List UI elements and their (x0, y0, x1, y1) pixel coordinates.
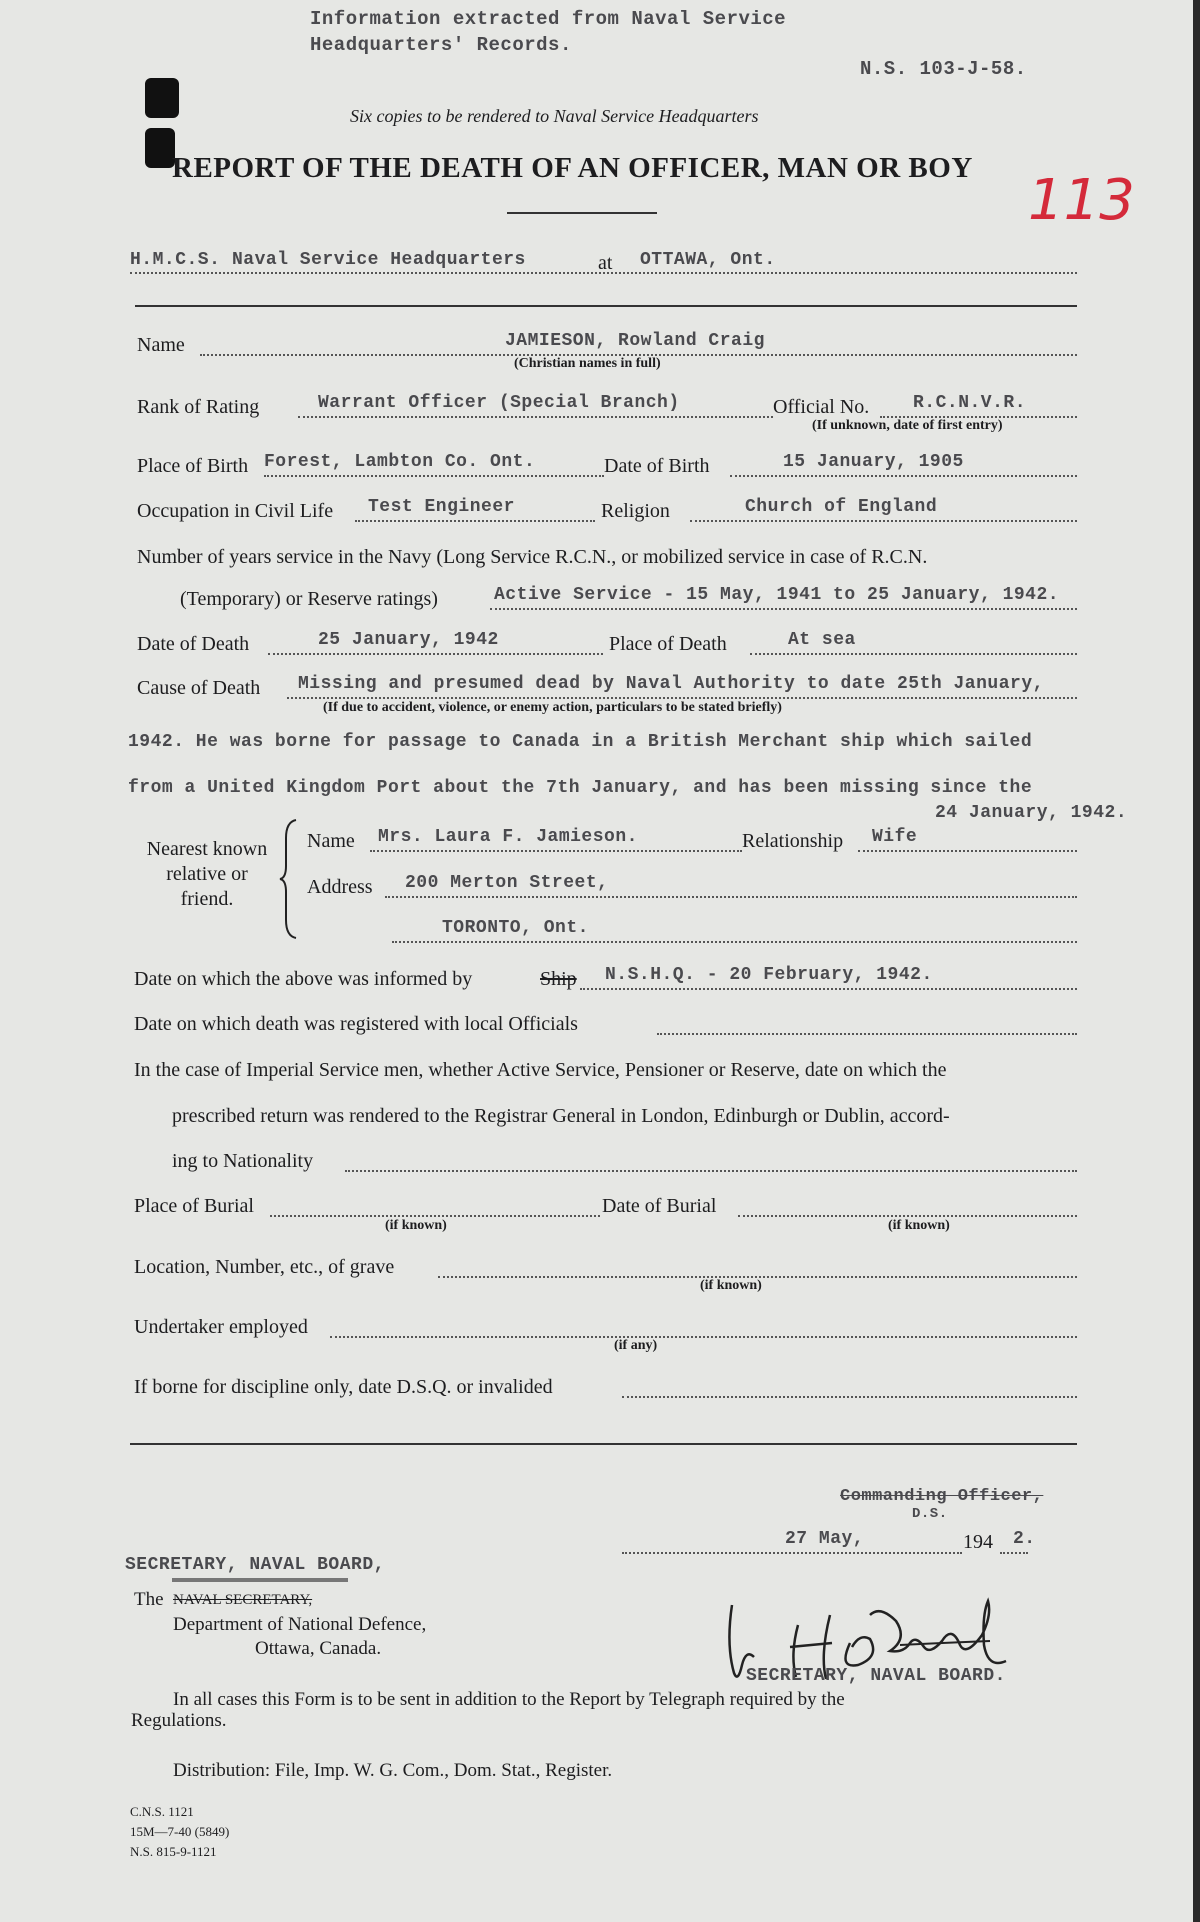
rank-line (298, 416, 773, 418)
addressee-typed-title: SECRETARY, NAVAL BOARD, (125, 1555, 385, 1575)
imperial-line2: prescribed return was rendered to the Registrar General in London, Edinburgh or Dublin, accord- (172, 1105, 950, 1127)
pod-label: Place of Death (609, 633, 727, 655)
rank-value: Warrant Officer (Special Branch) (318, 393, 680, 413)
ink-blot-top (145, 78, 179, 118)
cod-value-line4: 24 January, 1942. (935, 803, 1128, 823)
occupation-line (355, 520, 595, 522)
signature-year-digit: 2. (1013, 1529, 1036, 1549)
distribution: Distribution: File, Imp. W. G. Com., Dom. Stat., Register. (173, 1760, 613, 1781)
informed-line (580, 988, 1077, 990)
registered-line (657, 1033, 1077, 1035)
imperial-line3: ing to Nationality (172, 1150, 314, 1172)
cod-value-line1: Missing and presumed dead by Naval Authority to date 25th January, (298, 674, 1044, 694)
ink-blot-bottom (145, 128, 175, 168)
signature-date: 27 May, (785, 1529, 865, 1549)
dod-label: Date of Death (137, 633, 250, 655)
place-of-burial-note: (if known) (385, 1218, 447, 1233)
service-label-line2: (Temporary) or Reserve ratings) (180, 588, 438, 610)
religion-value: Church of England (745, 497, 938, 517)
undertaker-label: Undertaker employed (134, 1316, 308, 1338)
addressee-typed-xout (172, 1578, 348, 1582)
address-label: Address (307, 876, 373, 898)
relative-group-label-line3: friend. (180, 888, 234, 910)
cod-note: (If due to accident, violence, or enemy action, particulars to be stated briefly) (323, 700, 782, 715)
signature-year-line (1000, 1552, 1028, 1554)
name-note: (Christian names in full) (514, 356, 661, 371)
relative-group-label-line2: relative or (166, 863, 248, 885)
cod-label: Cause of Death (137, 677, 261, 699)
address-line2-dots (392, 941, 1077, 943)
page-title: REPORT OF THE DEATH OF AN OFFICER, MAN OR BOY (172, 152, 973, 184)
page-edge-shadow (1193, 0, 1200, 1922)
service-value: Active Service - 15 May, 1941 to 25 January, 1942. (494, 585, 1060, 605)
pob-label: Place of Birth (137, 455, 249, 477)
imperial-line (345, 1170, 1077, 1172)
addressee-dept: Department of National Defence, (173, 1614, 427, 1635)
ship-location: OTTAWA, Ont. (640, 250, 776, 270)
handwritten-annotation-number: 113 (1028, 168, 1135, 233)
relative-name-label: Name (307, 830, 355, 852)
dod-value: 25 January, 1942 (318, 630, 499, 650)
occupation-label: Occupation in Civil Life (137, 500, 334, 522)
signature-initials: D.S. (912, 1506, 948, 1522)
instruction-line2: Regulations. (131, 1710, 227, 1731)
grave-note: (if known) (700, 1278, 762, 1293)
hmcs-label: H.M.C.S. (130, 250, 221, 270)
form-code-3: N.S. 815-9-1121 (130, 1844, 217, 1859)
address-line1: 200 Merton Street, (405, 873, 609, 893)
discipline-line (622, 1396, 1077, 1398)
address-line1-dots (385, 896, 1077, 898)
service-label-line1: Number of years service in the Navy (Long Service R.C.N., or mobilized service in case of R.C.N. (137, 546, 928, 568)
copies-note: Six copies to be rendered to Naval Service Headquarters (350, 106, 759, 126)
religion-label: Religion (601, 500, 670, 522)
title-underline (507, 212, 657, 214)
date-of-burial-line (738, 1215, 1077, 1217)
relationship-line (858, 850, 1077, 852)
dob-value: 15 January, 1905 (783, 452, 964, 472)
form-code-2: 15M—7-40 (5849) (130, 1824, 230, 1839)
addressee-struck-title: NAVAL SECRETARY, (173, 1592, 313, 1608)
commanding-officer-struck: Commanding Officer, (840, 1487, 1044, 1506)
dod-line (268, 653, 603, 655)
pod-value: At sea (788, 630, 856, 650)
informed-value: N.S.H.Q. - 20 February, 1942. (605, 965, 933, 985)
relative-name-value: Mrs. Laura F. Jamieson. (378, 827, 638, 847)
bottom-divider (130, 1443, 1077, 1445)
date-of-burial-note: (if known) (888, 1218, 950, 1233)
relative-group-label-line1: Nearest known (146, 838, 268, 860)
ship-name: Naval Service Headquarters (232, 250, 526, 270)
address-line2: TORONTO, Ont. (442, 918, 589, 938)
dob-line (730, 475, 1077, 477)
undertaker-note: (if any) (614, 1338, 658, 1353)
ship-line (130, 272, 1077, 274)
at-label: at (598, 252, 613, 274)
religion-line (690, 520, 1077, 522)
discipline-label: If borne for discipline only, date D.S.Q. or invalided (134, 1376, 553, 1398)
file-number: N.S. 103-J-58. (860, 58, 1027, 80)
cod-line (287, 697, 1077, 699)
date-of-burial-label: Date of Burial (602, 1195, 717, 1217)
addressee-city: Ottawa, Canada. (255, 1638, 382, 1659)
addressee-the: The (134, 1589, 164, 1610)
relationship-value: Wife (872, 827, 918, 847)
occupation-value: Test Engineer (368, 497, 515, 517)
grave-label: Location, Number, etc., of grave (134, 1256, 395, 1278)
official-no-label: Official No. (773, 396, 870, 418)
form-code-1: C.N.S. 1121 (130, 1804, 194, 1819)
signature-date-line (622, 1552, 962, 1554)
official-no-value: R.C.N.V.R. (913, 393, 1027, 413)
registered-label: Date on which death was registered with local Officials (134, 1013, 578, 1035)
signature-year-prefix: 194 (963, 1531, 993, 1553)
extract-note-line1: Information extracted from Naval Service (310, 8, 787, 30)
imperial-line1: In the case of Imperial Service men, whether Active Service, Pensioner or Reserve, date on which the (134, 1059, 947, 1081)
undertaker-line (330, 1336, 1077, 1338)
place-of-burial-line (270, 1215, 600, 1217)
brace-icon (278, 818, 300, 940)
informed-struck: Ship (540, 968, 577, 990)
relationship-label: Relationship (742, 830, 844, 852)
dob-label: Date of Birth (604, 455, 710, 477)
pob-value: Forest, Lambton Co. Ont. (264, 452, 536, 472)
instruction-line1: In all cases this Form is to be sent in addition to the Report by Telegraph required by the (173, 1689, 845, 1710)
signer-title: SECRETARY, NAVAL BOARD. (746, 1666, 1006, 1686)
service-line (490, 608, 1077, 610)
cod-value-line2: 1942. He was borne for passage to Canada in a British Merchant ship which sailed (128, 732, 1033, 752)
rank-label: Rank of Rating (137, 396, 260, 418)
place-of-burial-label: Place of Burial (134, 1195, 254, 1217)
name-label: Name (137, 334, 185, 356)
header-divider (135, 305, 1077, 307)
official-no-note: (If unknown, date of first entry) (812, 418, 1003, 433)
relative-name-line (370, 850, 742, 852)
pob-line (264, 475, 604, 477)
extract-note-line2: Headquarters' Records. (310, 34, 572, 56)
signature-text (735, 1602, 741, 1603)
pod-line (750, 653, 1077, 655)
informed-label: Date on which the above was informed by (134, 968, 473, 990)
cod-value-line3: from a United Kingdom Port about the 7th January, and has been missing since the (128, 778, 1033, 798)
name-value: JAMIESON, Rowland Craig (505, 331, 765, 351)
